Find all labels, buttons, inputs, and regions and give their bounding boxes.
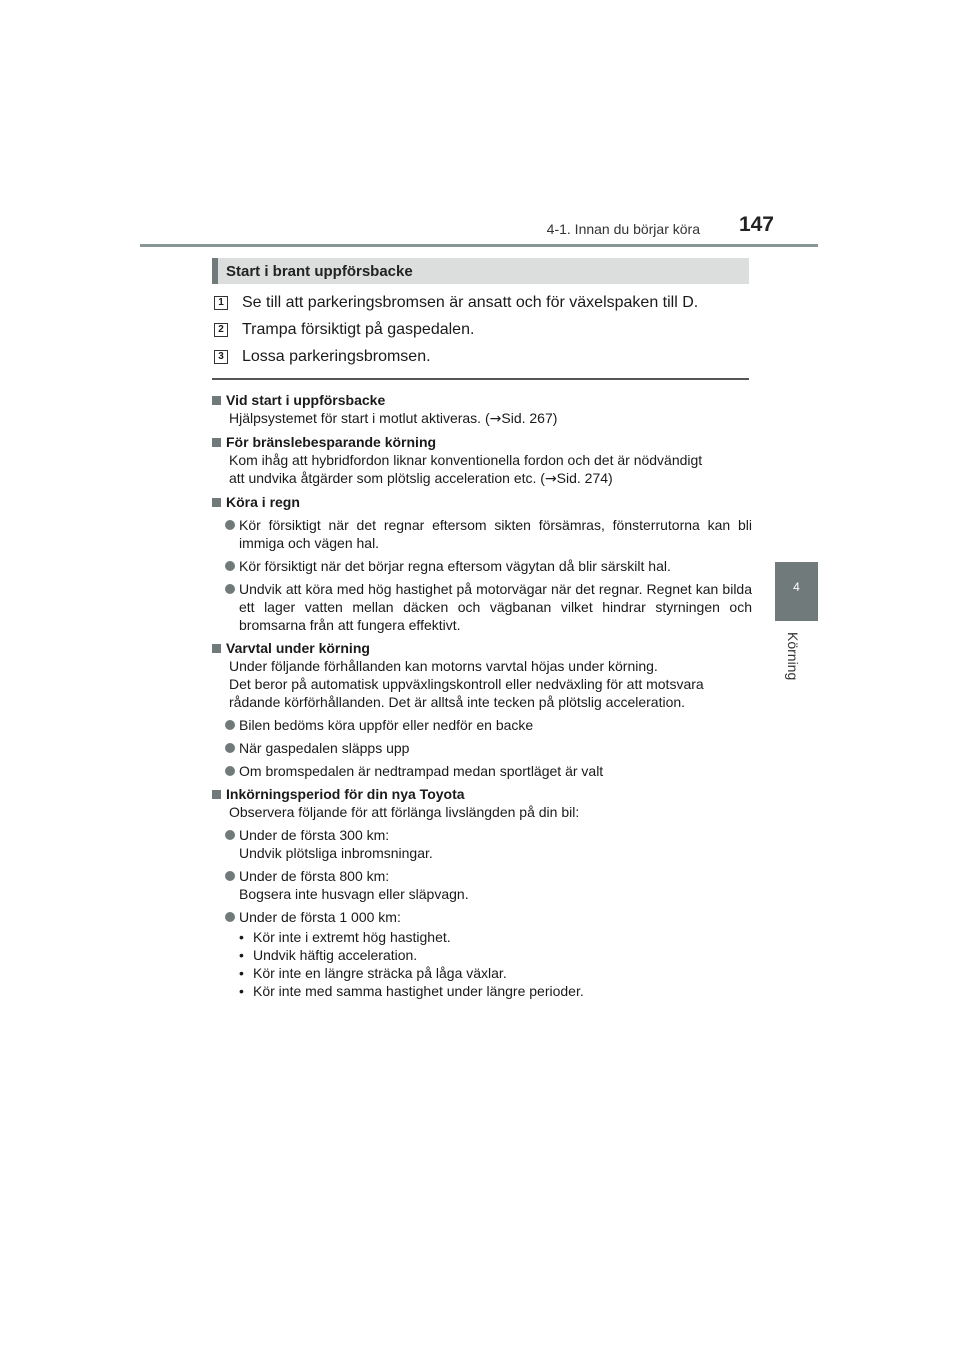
square-bullet-icon: [212, 396, 221, 405]
section-header: [212, 258, 749, 284]
step-item: [214, 289, 754, 316]
header-divider: [140, 244, 818, 247]
list-item: [225, 557, 752, 575]
note-paragraph: [229, 409, 752, 428]
list-item: [225, 716, 752, 734]
list-item-line: Bogsera inte husvagn eller släpvagn.: [239, 886, 469, 902]
page-ref-link[interactable]: Sid. 274): [556, 470, 613, 486]
list-item-text: Kör försiktigt när det regnar eftersom sikten försämras, fönsterrutorna kan bli immiga och vägen hal.: [239, 517, 752, 551]
list-item-text: Om bromspedalen är nedtrampad medan sportläget är valt: [239, 763, 604, 779]
chapter-title: 4-1. Innan du börjar köra: [546, 221, 700, 237]
arrow-icon: →: [544, 471, 557, 487]
list-item-line: Under de första 300 km:: [239, 827, 390, 843]
list-item: [225, 516, 752, 552]
step-text: Lossa parkeringsbromsen.: [242, 347, 431, 365]
list-item-text: Kör försiktigt när det börjar regna eftersom vägytan då blir särskilt hal.: [239, 558, 671, 574]
list-item: [225, 739, 752, 757]
section-accent: [212, 258, 218, 284]
note-text: Hjälpsystemet för start i motlut aktiveras. (: [229, 410, 490, 426]
note-text: att undvika åtgärder som plötslig acceleration etc. (: [229, 470, 545, 486]
sub-list-item: [239, 982, 752, 1000]
note-text: rådande körförhållanden. Det är alltså inte tecken på plötslig acceleration.: [229, 694, 686, 710]
note-text: Under följande förhållanden kan motorns varvtal höjas under körning.: [229, 658, 658, 674]
step-text: Trampa försiktigt på gaspedalen.: [242, 320, 475, 338]
note-heading: [212, 433, 752, 451]
list-item: [225, 580, 752, 634]
step-number: 2: [214, 323, 228, 337]
circle-bullet-icon: [225, 871, 235, 881]
chapter-tab-label: [785, 632, 805, 692]
note-paragraph: [229, 451, 752, 488]
section-divider: [212, 378, 749, 380]
note-heading-text: Varvtal under körning: [226, 640, 370, 656]
dot-bullet-icon: •: [239, 929, 244, 945]
list-item-line: Undvik plötsliga inbromsningar.: [239, 845, 433, 861]
list-item-text: Under de första 1 000 km:: [239, 909, 401, 925]
list-item-text: Bilen bedöms köra uppför eller nedför en backe: [239, 717, 534, 733]
list-item: [225, 762, 752, 780]
list-item-text: [239, 826, 752, 862]
square-bullet-icon: [212, 438, 221, 447]
note-text: Det beror på automatisk uppväxlingskontroll eller nedväxling för att motsvara: [229, 676, 704, 692]
circle-bullet-icon: [225, 743, 235, 753]
circle-bullet-icon: [225, 720, 235, 730]
note-heading-text: Inkörningsperiod för din nya Toyota: [226, 786, 465, 802]
step-number: 3: [214, 350, 228, 364]
sub-list-item: [239, 964, 752, 982]
chapter-tab-label-text: Körning: [785, 632, 801, 681]
list-item-line: Under de första 800 km:: [239, 868, 390, 884]
square-bullet-icon: [212, 498, 221, 507]
dot-bullet-icon: •: [239, 965, 244, 981]
dot-bullet-icon: •: [239, 947, 244, 963]
list-item-text: När gaspedalen släpps upp: [239, 740, 410, 756]
circle-bullet-icon: [225, 766, 235, 776]
sub-list-item-text: Kör inte med samma hastighet under längre perioder.: [253, 983, 584, 999]
list-item: [225, 867, 752, 903]
note-text: Kom ihåg att hybridfordon liknar konventionella fordon och det är nödvändigt: [229, 452, 703, 468]
sub-list-item-text: Undvik häftig acceleration.: [253, 947, 418, 963]
step-text: Se till att parkeringsbromsen är ansatt och för växelspaken till D.: [242, 293, 699, 311]
note-heading: [212, 493, 752, 511]
list-item: [225, 826, 752, 862]
section-title: Start i brant uppförsbacke: [226, 262, 413, 280]
circle-bullet-icon: [225, 830, 235, 840]
square-bullet-icon: [212, 790, 221, 799]
note-heading: [212, 391, 752, 409]
step-item: [214, 343, 754, 370]
list-item-text: [239, 867, 752, 903]
circle-bullet-icon: [225, 584, 235, 594]
circle-bullet-icon: [225, 520, 235, 530]
note-heading-text: Köra i regn: [226, 494, 300, 510]
chapter-tab[interactable]: 4: [775, 562, 818, 621]
square-bullet-icon: [212, 644, 221, 653]
circle-bullet-icon: [225, 561, 235, 571]
sub-list-item-text: Kör inte en längre sträcka på låga växlar.: [253, 965, 507, 981]
arrow-icon: →: [489, 411, 502, 427]
note-paragraph: Observera följande för att förlänga livslängden på din bil:: [229, 804, 580, 820]
circle-bullet-icon: [225, 912, 235, 922]
note-heading: [212, 785, 752, 803]
page-ref-link[interactable]: Sid. 267): [501, 410, 558, 426]
list-item-text: Undvik att köra med hög hastighet på motorvägar när det regnar. Regnet kan bilda ett lager vatten mellan däcken och vägbanan vilket hindrar styrningen och bromsarna från att fungera effektivt.: [239, 581, 752, 633]
sub-list-item-text: Kör inte i extremt hög hastighet.: [253, 929, 451, 945]
step-item: [214, 316, 754, 343]
note-paragraph: [229, 657, 752, 711]
note-heading: [212, 639, 752, 657]
note-heading-text: Vid start i uppförsbacke: [226, 392, 386, 408]
sub-list-item: [239, 946, 752, 964]
page-number: 147: [738, 213, 774, 236]
step-number: 1: [214, 296, 228, 310]
sub-list: [239, 928, 752, 1000]
sub-list-item: [239, 928, 752, 946]
step-list: [214, 289, 754, 370]
note-heading-text: För bränslebesparande körning: [226, 434, 437, 450]
notes: [212, 386, 752, 1000]
list-item: [225, 908, 752, 926]
dot-bullet-icon: •: [239, 983, 244, 999]
